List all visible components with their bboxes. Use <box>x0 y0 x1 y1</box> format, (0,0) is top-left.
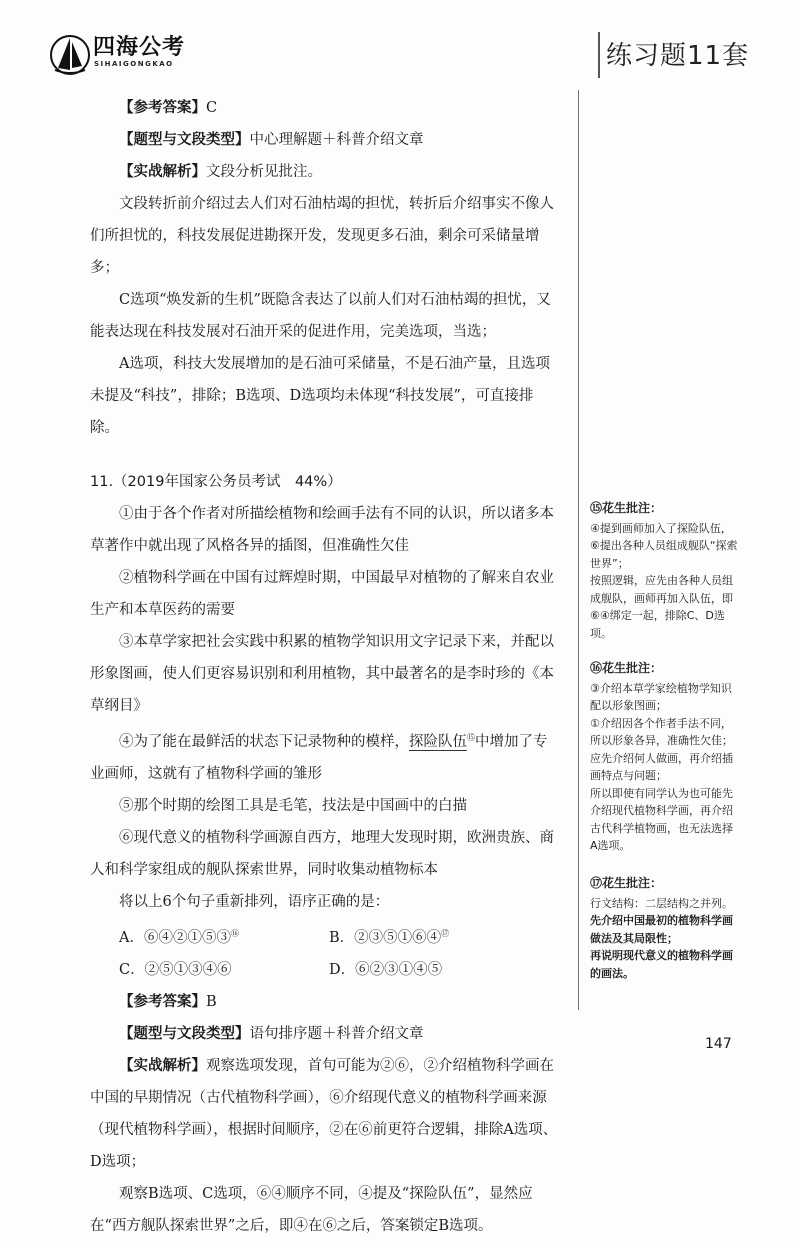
logo-text: 四海公考 <box>93 35 186 60</box>
question-prompt: 将以上6个句子重新排列，语序正确的是： <box>119 893 390 910</box>
set-title: 练习题11套 <box>606 41 750 71</box>
type-value: 中心理解题＋科普介绍文章 <box>249 132 424 148</box>
side-note-16-line-3: 应先介绍何人做画，再介绍插画特点与问题； <box>590 751 733 782</box>
answer-value: B <box>206 993 217 1010</box>
option-d: D．⑥②③①④⑤ <box>329 961 443 978</box>
prev-answer <box>90 92 560 124</box>
sentence-2: ②植物科学画在中国有过辉煌时期，中国最早对植物的了解来自农业生产和本草医药的需要 <box>90 570 554 618</box>
sentence-4-part-b: 中增加了专业画师，这就有了植物科学画的雏形 <box>90 733 548 782</box>
sentence-5: ⑤那个时期的绘图工具是毛笔，技法是中国画中的白描 <box>119 797 467 814</box>
side-note-17-line-2: 先介绍中国最初的植物科学画做法及其局限性； <box>590 914 733 945</box>
underlined-term: 探险队伍 <box>409 733 467 750</box>
logo-subtext: SIHAIGONGKAO <box>94 60 174 68</box>
prev-para-1: 文段转折前介绍过去人们对石油枯竭的担忧，转折后介绍事实不像人们所担忧的，科技发展促进勘探开发，发现更多石油，剩余可采储量增多； <box>90 196 554 276</box>
note-marker-15: ⑮ <box>467 733 475 742</box>
sentence-4-part-a: ④为了能在最鲜活的状态下记录物种的模样， <box>119 733 409 750</box>
side-note-17-line-1: 行文结构：二层结构之并列。 <box>590 896 733 910</box>
side-note-15-line-1: ④提到画师加入了探险队伍，⑥提出各种人员组成舰队“探索世界”； <box>590 521 738 570</box>
prev-type <box>90 124 560 156</box>
q11-analysis-1 <box>90 1050 560 1178</box>
analysis-text-1: 观察选项发现，首句可能为②⑥，②介绍植物科学画在中国的早期情况（古代植物科学画），⑥介绍现代意义的植物科学画来源（现代植物科学画），根据时间顺序，②在⑥前更符合逻辑，排除A选项、D选项； <box>90 1057 558 1170</box>
side-note-17 <box>590 875 740 982</box>
analysis-tag: 【实战解析】 <box>119 1056 206 1074</box>
side-note-17-line-3: 再说明现代意义的植物科学画的画法。 <box>590 949 733 980</box>
answer-tag: 【参考答案】 <box>119 992 206 1010</box>
sentence-3: ③本草学家把社会实践中积累的植物学知识用文字记录下来，并配以形象图画，使人们更容易识别和利用植物，其中最著名的是李时珍的《本草纲目》 <box>90 634 554 714</box>
analysis-value: 文段分析见批注。 <box>206 164 322 180</box>
type-tag: 【题型与文段类型】 <box>119 131 250 148</box>
sentence-1: ①由于各个作者对所描绘植物和绘画手法有不同的认识，所以诸多本草著作中就出现了风格各异的插图，但准确性欠佳 <box>90 506 554 554</box>
prev-analysis <box>90 156 560 188</box>
page-number: 147 <box>705 1036 732 1052</box>
sentence-6: ⑥现代意义的植物科学画源自西方，地理大发现时期，欧洲贵族、商人和科学家组成的舰队探索世界，同时收集动植物标本 <box>90 829 554 878</box>
q11-analysis-2: 观察B选项、C选项，⑥④顺序不同，④提及“探险队伍”，显然应在“西方舰队探索世界”之后，即④在⑥之后，答案锁定B选项。 <box>90 1185 533 1234</box>
side-note-16-line-4: 所以即使有同学认为也可能先介绍现代植物科学画，再介绍古代科学植物画，也无法选择A选项。 <box>590 786 733 852</box>
type-tag: 【题型与文段类型】 <box>119 1024 250 1042</box>
side-note-15-line-2: 按照逻辑，应先由各种人员组成舰队，画师再加入队伍，即⑥④绑定一起，排除C、D选项。 <box>590 574 733 640</box>
sentence-4 <box>90 722 560 790</box>
question-heading: 11.（2019年国家公务员考试 44%） <box>90 474 342 490</box>
option-b <box>329 918 539 954</box>
type-value: 语句排序题＋科普介绍文章 <box>249 1025 424 1042</box>
q11-answer <box>90 986 560 1018</box>
page-header <box>0 0 800 100</box>
answer-tag: 【参考答案】 <box>119 99 206 116</box>
q11-type <box>90 1018 560 1050</box>
column-divider <box>578 90 579 1010</box>
side-note-16 <box>590 660 740 855</box>
note-marker-16: ⑯ <box>230 928 239 938</box>
answer-value: C <box>206 100 218 116</box>
side-note-16-title: ⑯花生批注： <box>590 661 663 675</box>
analysis-tag: 【实战解析】 <box>119 163 206 180</box>
header-divider <box>598 32 600 78</box>
side-note-16-line-2: ①介绍因各个作者手法不同，所以形象各异，准确性欠佳； <box>590 716 733 747</box>
option-b-text: B．②③⑤①⑥④ <box>329 929 442 946</box>
option-c: C．②⑤①③④⑥ <box>119 961 232 978</box>
prev-para-3: A选项，科技大发展增加的是石油可采储量，不是石油产量，且选项未提及“科技”，排除；B选项、D选项均未体现“科技发展”，可直接排除。 <box>90 356 550 436</box>
side-note-17-title: ⑰花生批注： <box>590 876 663 890</box>
note-marker-17: ⑰ <box>441 928 450 938</box>
options <box>90 918 560 986</box>
side-note-16-line-1: ③介绍本草学家绘植物学知识配以形象图画； <box>590 681 732 712</box>
option-a <box>119 918 329 954</box>
side-note-15-title: ⑮花生批注： <box>590 501 663 515</box>
sail-logo-icon <box>50 32 90 78</box>
prev-para-2: C选项“焕发新的生机”既隐含表达了以前人们对石油枯竭的担忧，又能表达现在科技发展对石油开采的促进作用，完美选项，当选； <box>90 292 551 340</box>
option-a-text: A．⑥④②①⑤③ <box>119 929 231 946</box>
side-note-15 <box>590 500 740 642</box>
main-column <box>90 92 560 1242</box>
